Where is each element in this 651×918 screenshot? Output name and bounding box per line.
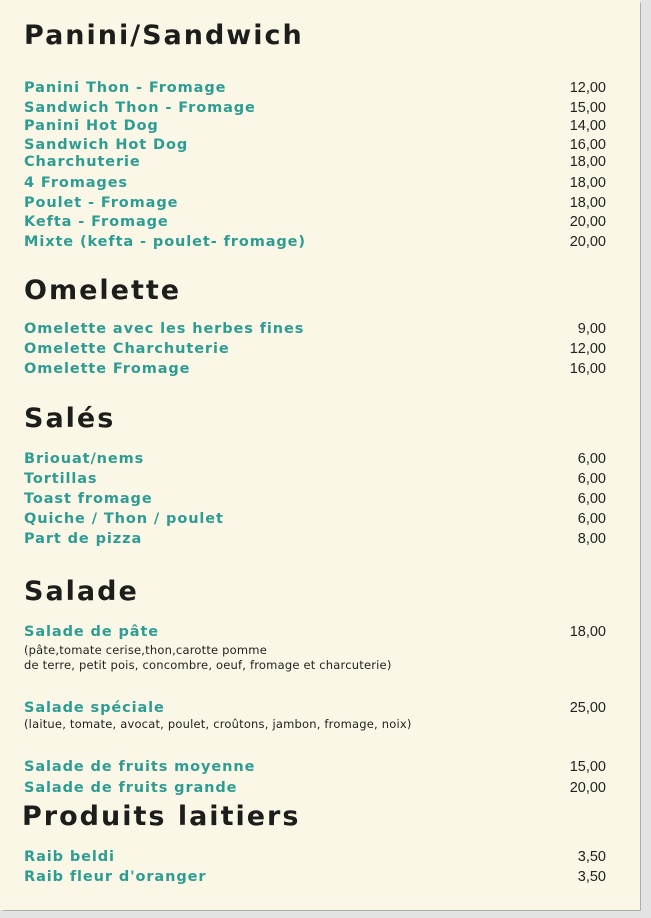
item-name: Raib fleur d'oranger <box>24 869 207 885</box>
item-price: 18,00 <box>569 175 606 191</box>
menu-item <box>24 699 606 719</box>
item-price: 20,00 <box>569 214 606 230</box>
page-edge-right <box>641 0 651 918</box>
item-price: 12,00 <box>569 341 606 357</box>
menu-item <box>24 213 606 233</box>
menu-item <box>24 470 606 490</box>
section-title-panini: Panini/Sandwich <box>24 20 304 51</box>
item-name: Kefta - Fromage <box>24 214 169 230</box>
item-name: Panini Hot Dog <box>24 118 159 134</box>
item-name: Panini Thon - Fromage <box>24 80 227 96</box>
item-description: de terre, petit pois, concombre, oeuf, fromage et charcuterie) <box>24 658 392 672</box>
item-price: 8,00 <box>577 531 606 547</box>
page-edge-bottom <box>0 911 651 918</box>
item-price: 25,00 <box>569 700 606 716</box>
item-name: Sandwich Thon - Fromage <box>24 100 256 116</box>
item-name: Sandwich Hot Dog <box>24 137 189 153</box>
section-title-omelette: Omelette <box>24 275 182 306</box>
item-name: 4 Fromages <box>24 175 128 191</box>
item-name: Salade de pâte <box>24 624 160 640</box>
menu-item <box>24 868 606 888</box>
item-price: 12,00 <box>569 80 606 96</box>
item-name: Briouat/nems <box>24 451 145 467</box>
item-price: 15,00 <box>569 100 606 116</box>
item-name: Omelette Charchuterie <box>24 341 230 357</box>
item-name: Toast fromage <box>24 491 153 507</box>
item-description: (pâte,tomate cerise,thon,carotte pomme <box>24 643 267 657</box>
menu-item <box>24 510 606 530</box>
item-name: Salade spéciale <box>24 700 165 716</box>
item-name: Omelette avec les herbes fines <box>24 321 305 337</box>
item-name: Mixte (kefta - poulet- fromage) <box>24 234 306 250</box>
menu-item <box>24 848 606 868</box>
menu-item <box>24 99 606 119</box>
section-title-salade: Salade <box>24 576 139 607</box>
item-price: 20,00 <box>569 234 606 250</box>
menu-item <box>24 450 606 470</box>
item-description: (laitue, tomate, avocat, poulet, croûtons, jambon, fromage, noix) <box>24 717 412 731</box>
item-name: Salade de fruits moyenne <box>24 759 256 775</box>
item-price: 16,00 <box>569 137 606 153</box>
item-price: 16,00 <box>569 361 606 377</box>
item-price: 18,00 <box>569 195 606 211</box>
menu-item <box>24 233 606 253</box>
item-name: Part de pizza <box>24 531 143 547</box>
item-price: 6,00 <box>577 491 606 507</box>
item-name: Poulet - Fromage <box>24 195 179 211</box>
menu-item <box>24 360 606 380</box>
item-price: 15,00 <box>569 759 606 775</box>
menu-item <box>24 758 606 778</box>
item-price: 14,00 <box>569 118 606 134</box>
item-price: 6,00 <box>577 471 606 487</box>
item-price: 18,00 <box>569 624 606 640</box>
menu-item <box>24 530 606 550</box>
menu-item <box>24 779 606 799</box>
item-price: 18,00 <box>569 154 606 170</box>
item-price: 6,00 <box>577 451 606 467</box>
menu-item <box>24 79 606 99</box>
item-price: 6,00 <box>577 511 606 527</box>
item-name: Raib beldi <box>24 849 115 865</box>
item-name: Salade de fruits grande <box>24 780 238 796</box>
menu-item <box>24 153 606 173</box>
section-title-produits-laitiers: Produits laitiers <box>22 801 301 832</box>
menu-item <box>24 490 606 510</box>
menu-item <box>24 340 606 360</box>
menu-item <box>24 623 606 643</box>
item-name: Quiche / Thon / poulet <box>24 511 224 527</box>
item-name: Charchuterie <box>24 154 141 170</box>
item-price: 3,50 <box>577 869 606 885</box>
item-price: 3,50 <box>577 849 606 865</box>
item-price: 9,00 <box>577 321 606 337</box>
menu-item <box>24 320 606 340</box>
item-price: 20,00 <box>569 780 606 796</box>
menu-item <box>24 117 606 137</box>
section-title-sales: Salés <box>24 403 116 434</box>
item-name: Omelette Fromage <box>24 361 191 377</box>
menu-item <box>24 174 606 194</box>
item-name: Tortillas <box>24 471 98 487</box>
menu-item <box>24 194 606 214</box>
